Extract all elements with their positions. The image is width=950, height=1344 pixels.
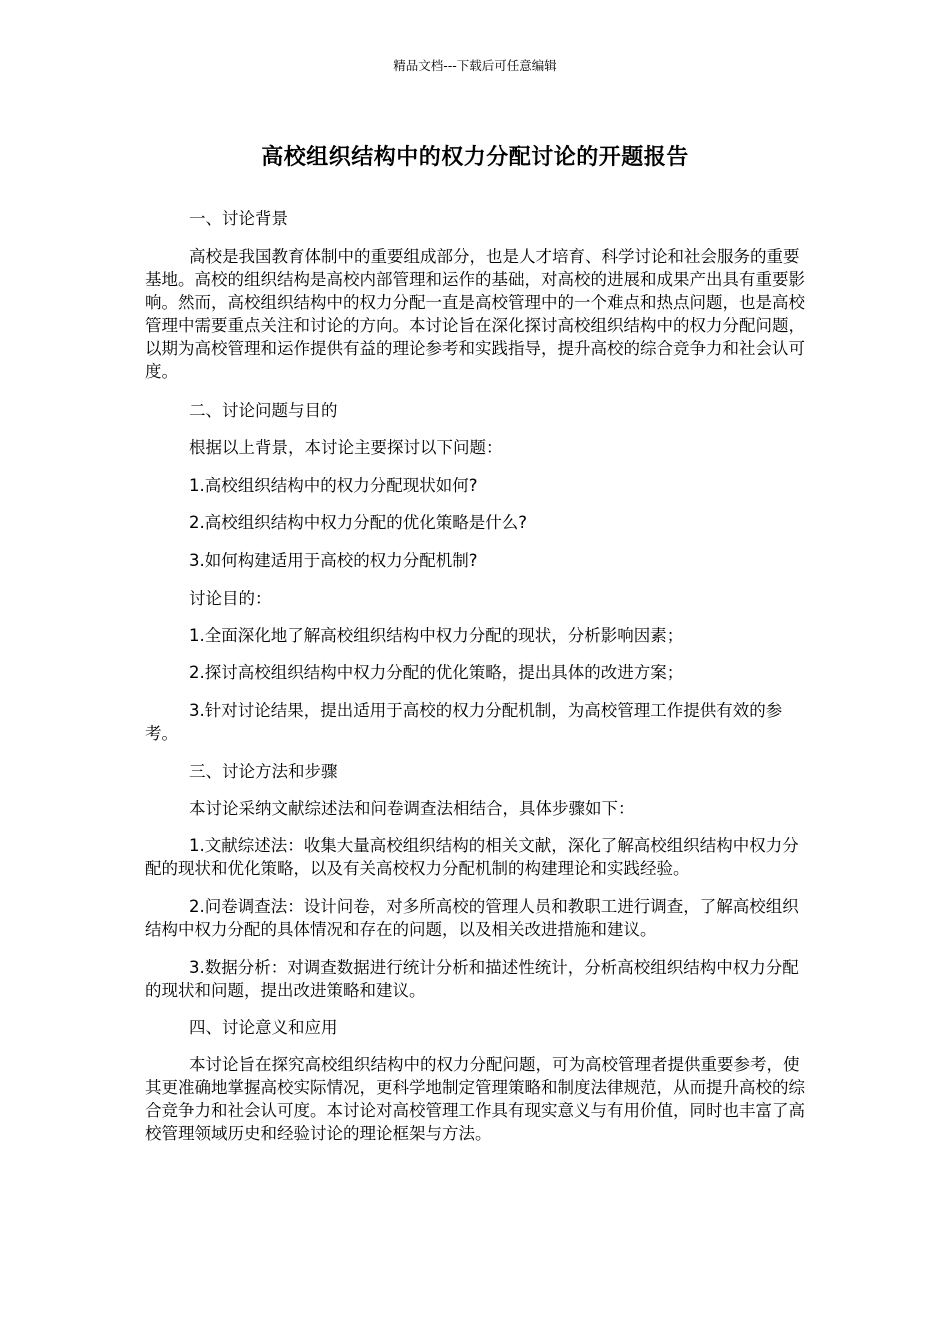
goals-label: 讨论目的： [189,589,272,608]
section-heading-background: 一、讨论背景 [189,209,288,228]
question-item-2: 2.高校组织结构中权力分配的优化策略是什么? [189,513,528,532]
document-title: 高校组织结构中的权力分配讨论的开题报告 [261,145,689,170]
section-heading-questions: 二、讨论问题与目的 [189,401,338,420]
goal-item-3: 3.针对讨论结果，提出适用于高校的权力分配机制，为高校管理工作提供有效的参考。 [145,701,783,743]
method-item-2: 2.问卷调查法：设计问卷，对多所高校的管理人员和教职工进行调查，了解高校组织结构中权力分配的具体情况和存在的问题，以及相关改进措施和建议。 [145,897,799,939]
paragraph-questions-intro: 根据以上背景，本讨论主要探讨以下问题： [189,438,503,457]
question-item-1: 1.高校组织结构中的权力分配现状如何? [189,476,478,495]
section-heading-methods: 三、讨论方法和步骤 [189,762,338,781]
section-heading-significance: 四、讨论意义和应用 [189,1018,338,1037]
paragraph-methods-intro: 本讨论采纳文献综述法和问卷调查法相结合，具体步骤如下： [189,799,635,818]
paragraph-significance: 本讨论旨在探究高校组织结构中的权力分配问题，可为高校管理者提供重要参考，使其更准确地掌握高校实际情况，更科学地制定管理策略和制度法律规范，从而提升高校的综合竞争力和社会认可度。本讨论对高校管理工作具有现实意义与有用价值，同时也丰富了高校管理领域历史和经验讨论的理论框架与方法。 [145,1055,805,1143]
paragraph-background: 高校是我国教育体制中的重要组成部分，也是人才培育、科学讨论和社会服务的重要基地。高校的组织结构是高校内部管理和运作的基础，对高校的进展和成果产出具有重要影响。然而，高校组织结构中的权力分配一直是高校管理中的一个难点和热点问题，也是高校管理中需要重点关注和讨论的方向。本讨论旨在深化探讨高校组织结构中的权力分配问题，以期为高校管理和运作提供有益的理论参考和实践指导，提升高校的综合竞争力和社会认可度。 [145,247,805,381]
header-note: 精品文档---下载后可任意编辑 [393,58,557,73]
question-item-3: 3.如何构建适用于高校的权力分配机制? [189,551,478,570]
method-item-1: 1.文献综述法：收集大量高校组织结构的相关文献，深化了解高校组织结构中权力分配的现状和优化策略，以及有关高校权力分配机制的构建理论和实践经验。 [145,836,799,878]
goal-item-1: 1.全面深化地了解高校组织结构中权力分配的现状，分析影响因素； [189,626,684,645]
goal-item-2: 2.探讨高校组织结构中权力分配的优化策略，提出具体的改进方案； [189,663,684,682]
method-item-3: 3.数据分析：对调查数据进行统计分析和描述性统计，分析高校组织结构中权力分配的现状和问题，提出改进策略和建议。 [145,958,799,1000]
